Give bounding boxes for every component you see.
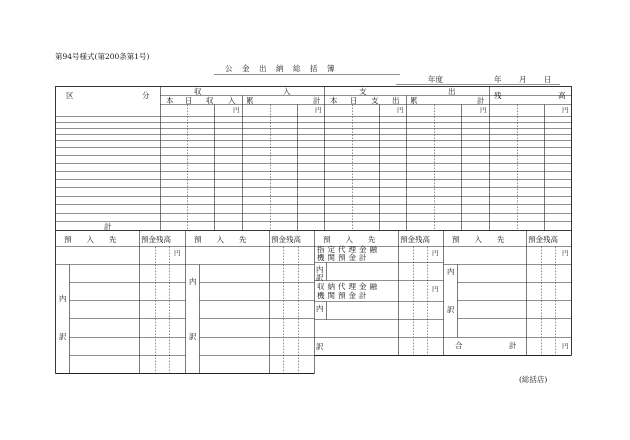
expense-cumulative-total-label: 計: [477, 96, 485, 105]
balance-header-3: 預金残高: [400, 235, 430, 244]
breakdown-label-1a: 内: [59, 294, 67, 303]
page-title: 公 金 出 納 総 括 簿: [225, 64, 336, 73]
date-year-label: 年: [494, 75, 502, 84]
grand-total-label-right: 計: [509, 341, 517, 350]
balance-header-right: 高: [558, 91, 566, 100]
expense-header-left: 支: [359, 87, 367, 96]
collection-agent-label-line2: 機関預金計: [317, 291, 370, 300]
total-row-label: 計: [104, 222, 112, 231]
balance-header-1: 預金残高: [141, 235, 171, 244]
breakdown-label-4a: 内: [447, 267, 455, 276]
breakdown-label-3d: 訳: [316, 342, 324, 351]
income-cumulative-total-label: 計: [313, 96, 321, 105]
collection-agent-label-line1: 収納代理金融: [317, 282, 380, 291]
balance-header-left: 残: [494, 91, 502, 100]
deposit-header-3: 預 入 先: [323, 235, 376, 244]
deposit-header-1: 預 入 先: [64, 235, 117, 244]
grand-total-label-left: 合: [455, 341, 463, 350]
footer-office-label: (総括店): [519, 375, 548, 384]
breakdown-label-3b: 訳: [316, 273, 324, 282]
yen-unit-today-income: 円: [233, 106, 240, 114]
yen-unit-bottom-1: 円: [174, 249, 181, 257]
today-expense-3: 支: [371, 96, 379, 105]
yen-unit-bottom-3b: 円: [432, 285, 439, 293]
income-header-right: 入: [283, 87, 291, 96]
income-header-left: 収: [194, 87, 202, 96]
designated-agent-label-line2: 機関預金計: [317, 253, 370, 262]
breakdown-label-3c: 内: [316, 304, 324, 313]
today-income-2: 日: [185, 96, 193, 105]
balance-header-4: 預金残高: [528, 235, 558, 244]
yen-unit-balance: 円: [562, 106, 569, 114]
breakdown-label-1b: 訳: [59, 332, 67, 341]
expense-header-right: 出: [448, 87, 456, 96]
today-expense-1: 本: [330, 96, 338, 105]
yen-unit-cumulative-income: 円: [315, 106, 322, 114]
yen-unit-grand-total: 円: [562, 342, 569, 350]
breakdown-label-2a: 内: [189, 277, 197, 286]
deposit-header-4: 預 入 先: [452, 235, 505, 244]
yen-unit-bottom-4: 円: [562, 249, 569, 257]
breakdown-label-2b: 訳: [189, 332, 197, 341]
today-income-3: 収: [206, 96, 214, 105]
today-income-4: 入: [228, 96, 236, 105]
today-expense-2: 日: [350, 96, 358, 105]
balance-header-2: 預金残高: [271, 235, 301, 244]
fiscal-year-label: 年度: [428, 75, 443, 84]
date-day-label: 日: [544, 75, 552, 84]
income-cumulative-label: 累: [246, 96, 254, 105]
today-expense-4: 出: [392, 96, 400, 105]
today-income-1: 本: [166, 96, 174, 105]
kubun-label: 区: [66, 91, 74, 100]
breakdown-label-3a: 内: [316, 265, 324, 274]
bun-label: 分: [142, 91, 150, 100]
form-number: 第94号様式(第200条第1号): [55, 52, 150, 61]
yen-unit-today-expense: 円: [397, 106, 404, 114]
deposit-header-2: 預 入 先: [194, 235, 247, 244]
breakdown-label-4b: 訳: [447, 305, 455, 314]
date-month-label: 月: [519, 75, 527, 84]
expense-cumulative-label: 累: [410, 96, 418, 105]
yen-unit-cumulative-expense: 円: [480, 106, 487, 114]
yen-unit-bottom-3a: 円: [432, 249, 439, 257]
designated-agent-label-line1: 指定代理金融: [317, 245, 380, 254]
